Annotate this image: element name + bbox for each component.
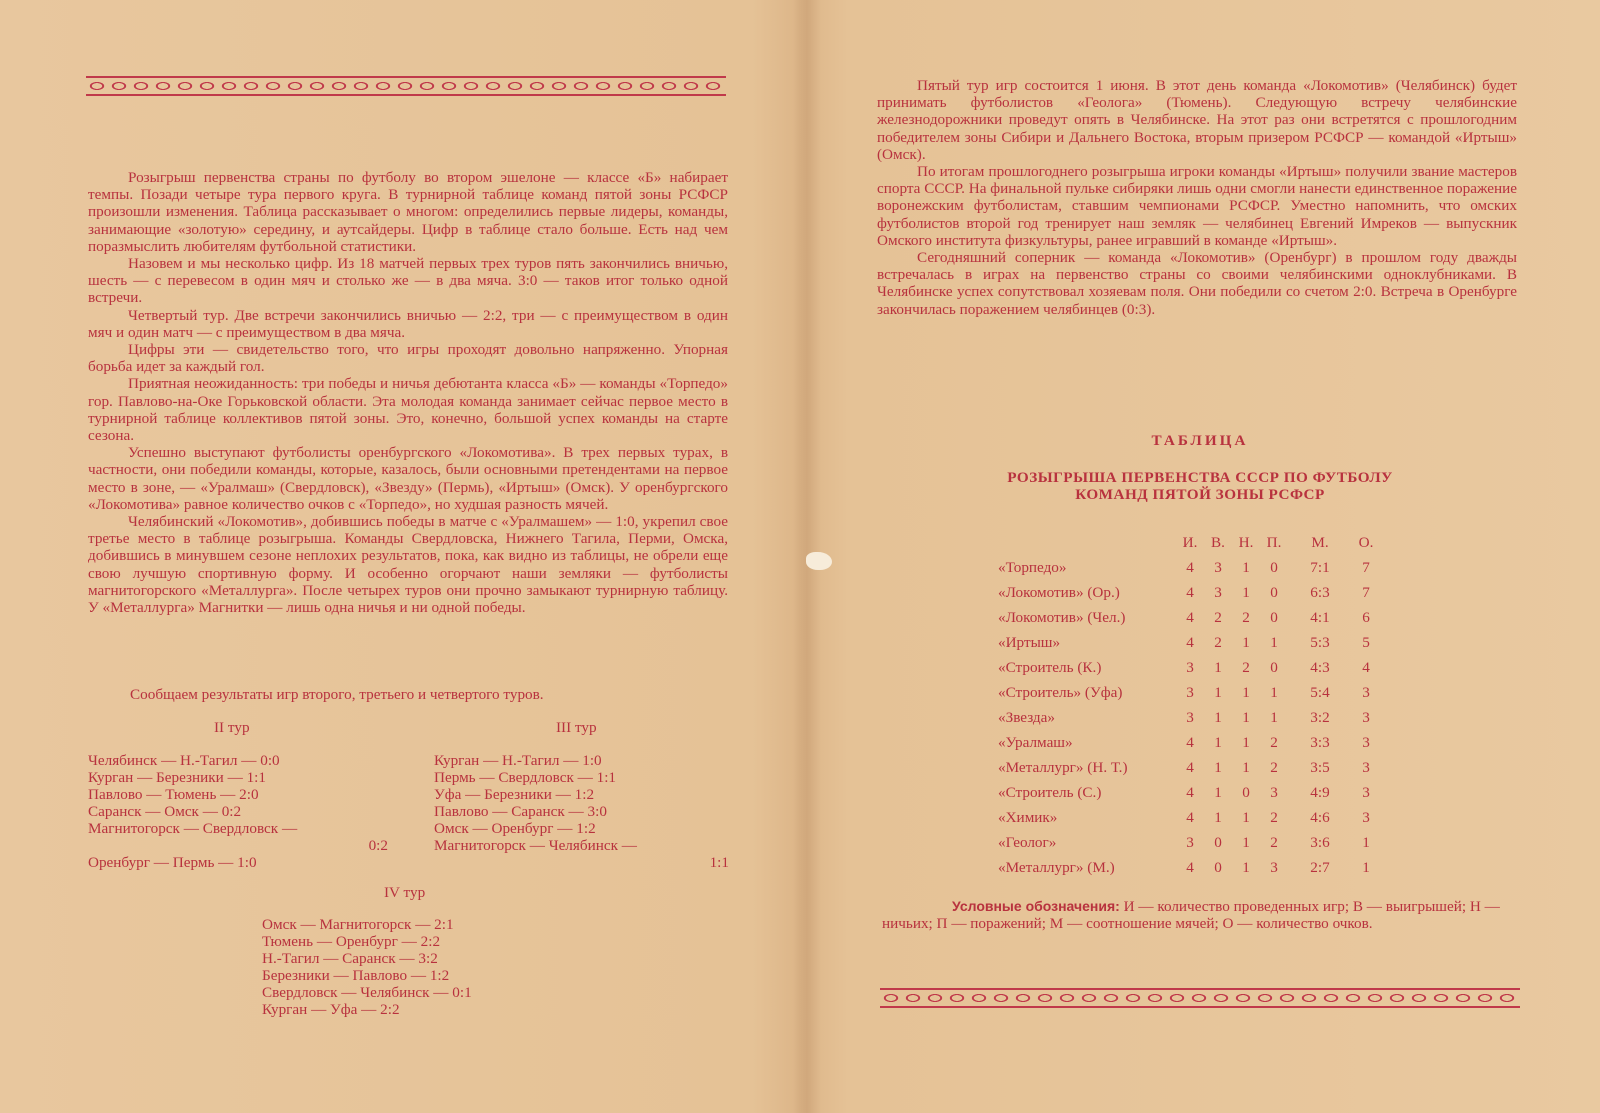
team-name: «Локомотив» (Чел.) <box>998 608 1126 626</box>
wins: 3 <box>1214 583 1222 601</box>
points: 3 <box>1362 808 1370 826</box>
column-header: П. <box>1266 534 1282 551</box>
goal-ratio: 3:5 <box>1310 758 1330 776</box>
losses: 2 <box>1270 733 1278 751</box>
wins: 1 <box>1214 708 1222 726</box>
team-name: «Локомотив» (Ор.) <box>998 583 1120 601</box>
goal-ratio: 4:1 <box>1310 608 1330 626</box>
losses: 2 <box>1270 758 1278 776</box>
table-row <box>998 680 1380 705</box>
table-subheading: КОМАНД ПЯТОЙ ЗОНЫ РСФСР <box>1075 486 1325 503</box>
round-4-title: IV тур <box>384 884 426 901</box>
game-result: Челябинск — Н.-Тагил — 0:0 <box>88 752 280 769</box>
team-name: «Уралмаш» <box>998 733 1073 751</box>
team-name: «Химик» <box>998 808 1058 826</box>
paragraph: Пятый тур игр состоится 1 июня. В этот день команда «Локомотив» (Челябинск) будет принимать футболистов «Геолога» (Тюмень). Следующую встречу челябинские железнодорожники проведут опять в Челябинске. На этот раз они встретятся с прошлогодним победителем зоны Сибири и Дальнего Востока, вторым призером РСФСР — командой «Иртыш» (Омск). <box>877 77 1517 163</box>
losses: 3 <box>1270 783 1278 801</box>
table-row <box>998 630 1380 655</box>
table-row <box>998 730 1380 755</box>
losses: 0 <box>1270 558 1278 576</box>
game-result: Курган — Уфа — 2:2 <box>262 1001 400 1018</box>
left-article <box>88 169 728 616</box>
losses: 3 <box>1270 858 1278 876</box>
team-name: «Строитель» (Уфа) <box>998 683 1123 701</box>
game-result: Омск — Оренбург — 1:2 <box>434 820 596 837</box>
goal-ratio: 5:3 <box>1310 633 1330 651</box>
game-result: Магнитогорск — Свердловск — <box>88 820 298 837</box>
legend <box>882 898 1522 933</box>
draws: 2 <box>1242 608 1250 626</box>
points: 3 <box>1362 683 1370 701</box>
paragraph: Челябинский «Локомотив», добившись победы в матче с «Уралмашем» — 1:0, укрепил свое третье место в таблице розыгрыша. Команды Свердловска, Нижнего Тагила, Перми, Омска, добившись в минувшем сезоне неплохих результатов, пока, как видно из таблицы, не обрели еще свою лучшую спортивную форму. И особенно огорчают наши земляки — футболисты магнитогорского «Металлурга». После четырех туров они прочно замыкают турнирную таблицу. У «Металлурга» Магнитки — лишь одна ничья и ни одной победы. <box>88 513 728 617</box>
game-result: Курган — Березники — 1:1 <box>88 769 266 786</box>
losses: 1 <box>1270 683 1278 701</box>
draws: 1 <box>1242 858 1250 876</box>
goal-ratio: 3:3 <box>1310 733 1330 751</box>
column-header: И. <box>1182 534 1198 551</box>
round-3-results <box>434 752 729 871</box>
draws: 2 <box>1242 658 1250 676</box>
goal-ratio: 2:7 <box>1310 858 1330 876</box>
games-played: 4 <box>1186 558 1194 576</box>
game-result: Тюмень — Оренбург — 2:2 <box>262 933 441 950</box>
table-row <box>998 830 1380 855</box>
wins: 1 <box>1214 758 1222 776</box>
table-row <box>998 555 1380 580</box>
team-name: «Металлург» (М.) <box>998 858 1115 876</box>
results-intro: Сообщаем результаты игр второго, третьего и четвертого туров. <box>130 686 544 703</box>
goal-ratio: 5:4 <box>1310 683 1330 701</box>
draws: 1 <box>1242 683 1250 701</box>
points: 1 <box>1362 858 1370 876</box>
paragraph: Назовем и мы несколько цифр. Из 18 матчей первых трех туров пять закончились вничью, шесть — с перевесом в один мяч и столько же — в два мяча. 3:0 — таков итог только одной встречи. <box>88 255 728 307</box>
paragraph: Приятная неожиданность: три победы и ничья дебютанта класса «Б» — команды «Торпедо» гор. Павлово-на-Оке Горьковской области. Эта молодая команда занимает сейчас первое место в турнирной таблице коллективов пятой зоны. Это, конечно, большой успех команды на старте сезона. <box>88 375 728 445</box>
points: 4 <box>1362 658 1370 676</box>
points: 3 <box>1362 733 1370 751</box>
ornamental-border-bottom-right <box>880 988 1520 1008</box>
games-played: 4 <box>1186 633 1194 651</box>
game-result: Пермь — Свердловск — 1:1 <box>434 769 617 786</box>
losses: 0 <box>1270 608 1278 626</box>
games-played: 4 <box>1186 608 1194 626</box>
round-3-title: III тур <box>556 719 597 736</box>
goal-ratio: 4:6 <box>1310 808 1330 826</box>
table-row <box>998 780 1380 805</box>
table-row <box>998 755 1380 780</box>
game-result: Курган — Н.-Тагил — 1:0 <box>434 752 602 769</box>
table-row <box>998 605 1380 630</box>
goal-ratio: 4:9 <box>1310 783 1330 801</box>
game-result: Павлово — Тюмень — 2:0 <box>88 786 259 803</box>
paragraph: Сегодняшний соперник — команда «Локомотив» (Оренбург) в прошлом году дважды встречалась в играх на первенство страны со своими челябинскими одноклубниками. В Челябинске успех сопутствовал хозяевам поля. Они победили со счетом 2:0. Встреча в Оренбурге закончилась поражением челябинцев (0:3). <box>877 249 1517 318</box>
game-result: Н.-Тагил — Саранск — 3:2 <box>262 950 438 967</box>
games-played: 4 <box>1186 808 1194 826</box>
wins: 1 <box>1214 683 1222 701</box>
goal-ratio: 4:3 <box>1310 658 1330 676</box>
draws: 1 <box>1242 583 1250 601</box>
wins: 3 <box>1214 558 1222 576</box>
game-result: Омск — Магнитогорск — 2:1 <box>262 916 454 933</box>
wins: 0 <box>1214 858 1222 876</box>
points: 7 <box>1362 583 1370 601</box>
games-played: 4 <box>1186 583 1194 601</box>
draws: 1 <box>1242 633 1250 651</box>
team-name: «Геолог» <box>998 833 1057 851</box>
draws: 1 <box>1242 808 1250 826</box>
ornamental-border-top-left <box>86 76 726 96</box>
team-name: «Иртыш» <box>998 633 1061 651</box>
games-played: 3 <box>1186 683 1194 701</box>
table-header-row <box>998 531 1380 555</box>
game-result: Свердловск — Челябинск — 0:1 <box>262 984 472 1001</box>
wins: 1 <box>1214 733 1222 751</box>
draws: 1 <box>1242 558 1250 576</box>
game-result: Березники — Павлово — 1:2 <box>262 967 450 984</box>
game-result-score: 0:2 <box>368 837 388 854</box>
wins: 2 <box>1214 633 1222 651</box>
wins: 2 <box>1214 608 1222 626</box>
games-played: 3 <box>1186 833 1194 851</box>
paragraph: Успешно выступают футболисты оренбургского «Локомотива». В трех первых турах, в частности, они победили команды, которые, казалось, были основными претендентами на первое место в зоне, — «Уралмаш» (Свердловск), «Звезду» (Пермь), «Иртыш» (Омск). У оренбургского «Локомотива» равное количество очков с «Торпедо», но худшая разность мячей. <box>88 444 728 513</box>
losses: 2 <box>1270 808 1278 826</box>
legend-text: И — количество проведенных игр; В — выигрышей; Н — ничьих; П — поражений; М — соотношение мячей; О — количество очков. <box>882 898 1500 933</box>
column-header: М. <box>1311 534 1329 551</box>
team-name: «Металлург» (Н. Т.) <box>998 758 1128 776</box>
paragraph: Розыгрыш первенства страны по футболу во втором эшелоне — классе «Б» набирает темпы. Позади четыре тура первого круга. В турнирной таблице команд пятой зоны РСФСР произошли изменения. Таблица рассказывает о многом: определились первые лидеры, команды, занимающие «золотую» середину, и аутсайдеры. Цифр в таблице стало больше. Есть над чем поразмыслить любителям футбольной статистики. <box>88 169 728 255</box>
legend-label: Условные обозначения: <box>952 898 1120 914</box>
losses: 0 <box>1270 583 1278 601</box>
table-row <box>998 580 1380 605</box>
team-column-header <box>998 531 1176 555</box>
losses: 0 <box>1270 658 1278 676</box>
draws: 1 <box>1242 733 1250 751</box>
right-article <box>877 77 1517 318</box>
points: 5 <box>1362 633 1370 651</box>
games-played: 4 <box>1186 783 1194 801</box>
game-result: Оренбург — Пермь — 1:0 <box>88 854 257 871</box>
points: 1 <box>1362 833 1370 851</box>
column-header: Н. <box>1238 534 1254 551</box>
column-header: О. <box>1358 534 1374 551</box>
points: 7 <box>1362 558 1370 576</box>
draws: 1 <box>1242 758 1250 776</box>
points: 6 <box>1362 608 1370 626</box>
team-name: «Строитель (С.) <box>998 783 1102 801</box>
game-result: Уфа — Березники — 1:2 <box>434 786 595 803</box>
team-name: «Звезда» <box>998 708 1055 726</box>
wins: 1 <box>1214 658 1222 676</box>
losses: 2 <box>1270 833 1278 851</box>
games-played: 3 <box>1186 708 1194 726</box>
paragraph: По итогам прошлогоднего розыгрыша игроки команды «Иртыш» получили звание мастеров спорта СССР. На финальной пульке сибиряки лишь одни смогли нанести единственное поражение воронежским футболистам, ставшим чемпионами РСФСР. Уместно напомнить, что омских футболистов второй год тренирует наш земляк — челябинец Евгений Имреков — выпускник Омского института физкультуры, ранее игравший в команде «Иртыш». <box>877 163 1517 249</box>
table-row <box>998 855 1380 880</box>
column-header: В. <box>1211 534 1225 551</box>
goal-ratio: 3:2 <box>1310 708 1330 726</box>
game-result: Саранск — Омск — 0:2 <box>88 803 242 820</box>
game-result: Павлово — Саранск — 3:0 <box>434 803 607 820</box>
paragraph: Четвертый тур. Две встречи закончились вничью — 2:2, три — с преимуществом в один мяч и один матч — с преимуществом в два мяча. <box>88 306 728 341</box>
wins: 1 <box>1214 783 1222 801</box>
wins: 0 <box>1214 833 1222 851</box>
losses: 1 <box>1270 633 1278 651</box>
table-row <box>998 655 1380 680</box>
game-result: Магнитогорск — Челябинск — <box>434 837 637 854</box>
games-played: 4 <box>1186 733 1194 751</box>
table-heading: ТАБЛИЦА <box>1151 432 1249 449</box>
paper-tear <box>806 552 832 570</box>
table-subheading: РОЗЫГРЫША ПЕРВЕНСТВА СССР ПО ФУТБОЛУ <box>1007 469 1393 486</box>
goal-ratio: 6:3 <box>1310 583 1330 601</box>
team-name: «Торпедо» <box>998 558 1067 576</box>
games-played: 3 <box>1186 658 1194 676</box>
game-result-score: 1:1 <box>709 854 729 871</box>
games-played: 4 <box>1186 858 1194 876</box>
team-name: «Строитель (К.) <box>998 658 1102 676</box>
wins: 1 <box>1214 808 1222 826</box>
paragraph: Цифры эти — свидетельство того, что игры проходят довольно напряженно. Упорная борьба идет за каждый гол. <box>88 341 728 376</box>
standings-table <box>998 531 1380 880</box>
round-4-results <box>262 916 562 1018</box>
goal-ratio: 7:1 <box>1310 558 1330 576</box>
losses: 1 <box>1270 708 1278 726</box>
round-2-results <box>88 752 388 871</box>
draws: 0 <box>1242 783 1250 801</box>
points: 3 <box>1362 708 1370 726</box>
draws: 1 <box>1242 833 1250 851</box>
round-2-title: II тур <box>214 719 250 736</box>
draws: 1 <box>1242 708 1250 726</box>
table-row <box>998 805 1380 830</box>
goal-ratio: 3:6 <box>1310 833 1330 851</box>
games-played: 4 <box>1186 758 1194 776</box>
points: 3 <box>1362 783 1370 801</box>
points: 3 <box>1362 758 1370 776</box>
table-row <box>998 705 1380 730</box>
